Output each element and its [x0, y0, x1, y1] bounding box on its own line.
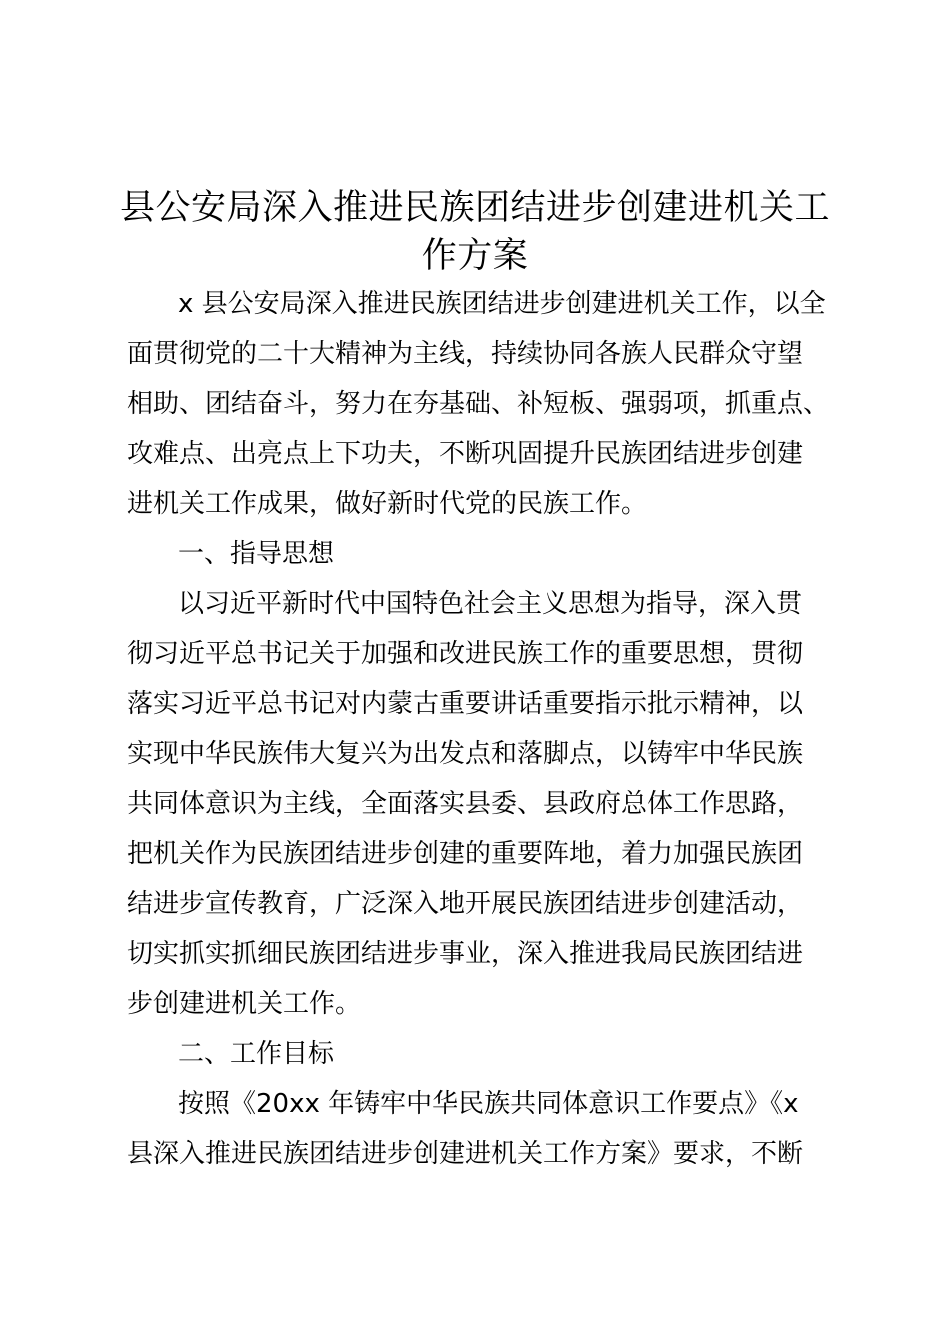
section-heading-guiding-thought: 一、指导思想 — [178, 539, 335, 569]
paragraph-line: 以习近平新时代中国特色社会主义思想为指导，深入贯 — [178, 589, 803, 619]
document-title-line-1: 县公安局深入推进民族团结进步创建进机关工 — [119, 188, 830, 228]
paragraph-line: 彻习近平总书记关于加强和改进民族工作的重要思想，贯彻 — [127, 639, 804, 669]
paragraph-line: 县深入推进民族团结进步创建进机关工作方案》要求，不断 — [127, 1139, 804, 1169]
paragraph-line: x 县公安局深入推进民族团结进步创建进机关工作，以全 — [178, 289, 826, 319]
paragraph-line: 落实习近平总书记对内蒙古重要讲话重要指示批示精神，以 — [127, 689, 804, 719]
paragraph-line: 共同体意识为主线，全面落实县委、县政府总体工作思路， — [127, 789, 804, 819]
paragraph-line: 进机关工作成果，做好新时代党的民族工作。 — [127, 489, 648, 519]
paragraph-line: 结进步宣传教育，广泛深入地开展民族团结进步创建活动， — [127, 889, 804, 919]
paragraph-line: 把机关作为民族团结进步创建的重要阵地，着力加强民族团 — [127, 839, 804, 869]
paragraph-line: 相助、团结奋斗，努力在夯基础、补短板、强弱项，抓重点、 — [127, 389, 830, 419]
paragraph-line: 按照《20xx 年铸牢中华民族共同体意识工作要点》《x — [178, 1089, 799, 1119]
paragraph-line: 面贯彻党的二十大精神为主线，持续协同各族人民群众守望 — [127, 339, 804, 369]
document-title-line-2: 作方案 — [421, 236, 529, 276]
paragraph-line: 切实抓实抓细民族团结进步事业，深入推进我局民族团结进 — [127, 939, 804, 969]
paragraph-line: 步创建进机关工作。 — [127, 989, 362, 1019]
paragraph-line: 实现中华民族伟大复兴为出发点和落脚点，以铸牢中华民族 — [127, 739, 804, 769]
paragraph-line: 攻难点、出亮点上下功夫，不断巩固提升民族团结进步创建 — [127, 439, 804, 469]
section-heading-work-goals: 二、工作目标 — [178, 1039, 335, 1069]
